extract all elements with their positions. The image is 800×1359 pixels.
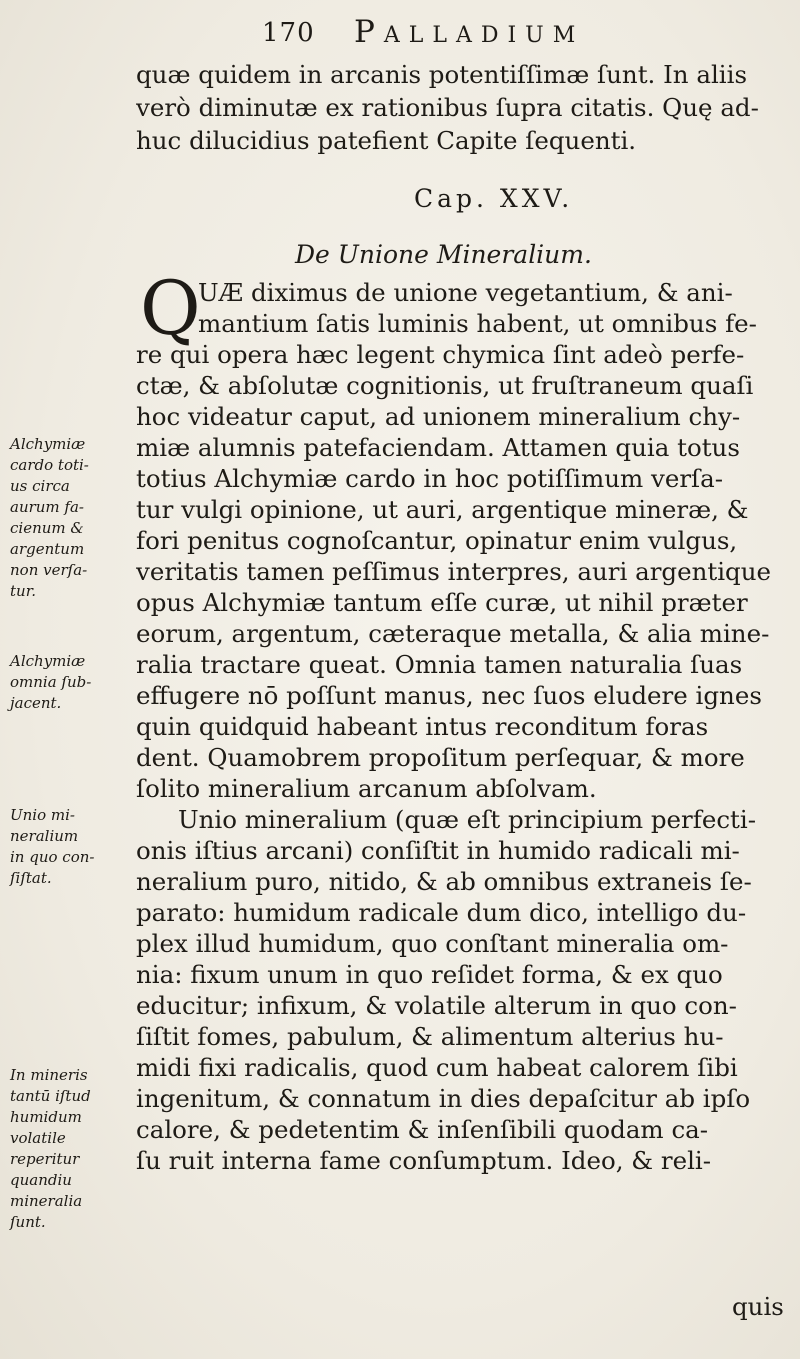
text-line: ſu ruit interna fame conſumptum. Ideo, & reli-	[136, 1146, 712, 1175]
text-line: onis iſtius arcani) conſiſtit in humido radicali mi-	[136, 836, 740, 865]
margin-note	[10, 805, 128, 889]
margin-note	[10, 651, 128, 714]
margin-note-line: In mineris	[10, 1066, 88, 1084]
margin-note-line: omnia ſub-	[10, 673, 92, 691]
margin-note-line: cardo toti-	[10, 456, 89, 474]
text-line: tur vulgi opinione, ut auri, argentique mineræ, &	[136, 495, 749, 524]
margin-note-line: quandiu	[10, 1171, 72, 1189]
text-line: totius Alchymiæ cardo in hoc potiſſimum verſa-	[136, 464, 723, 493]
text-line: Unio mineralium (quæ eſt principium perfecti-	[178, 805, 756, 834]
margin-note-line: cienum &	[10, 519, 84, 537]
text-line: neralium puro, nitido, & ab omnibus extraneis ſe-	[136, 867, 752, 896]
text-line: dent. Quamobrem propoſitum perſequar, & more	[136, 743, 745, 772]
margin-note-line: neralium	[10, 827, 79, 845]
margin-note-line: non verſa-	[10, 561, 88, 579]
margin-note-line: jacent.	[10, 694, 62, 712]
text-line: calore, & pedetentim & inſenſibili quodam ca-	[136, 1115, 709, 1144]
margin-note-line: volatile	[10, 1129, 66, 1147]
margin-note-line: Unio mi-	[10, 806, 75, 824]
text-line: ralia tractare queat. Omnia tamen naturalia ſuas	[136, 650, 743, 679]
margin-note-line: in quo con-	[10, 848, 95, 866]
running-title: Palladium	[354, 14, 585, 50]
text-line: quin quidquid habeant intus reconditum foras	[136, 712, 709, 741]
text-line: parato: humidum radicale dum dico, intelligo du-	[136, 898, 747, 927]
text-line: midi fixi radicalis, quod cum habeat calorem ſibi	[136, 1053, 738, 1082]
margin-note	[10, 1065, 128, 1233]
text-line: educitur; infixum, & volatile alterum in quo con-	[136, 991, 737, 1020]
margin-note-line: ſunt.	[10, 1213, 46, 1231]
text-line: veritatis tamen peſſimus interpres, auri argentique	[136, 557, 772, 586]
text-line: ctæ, & abſolutæ cognitionis, ut fruſtraneum quaſi	[136, 371, 754, 400]
text-line: verò diminutæ ex rationibus ſupra citatis. Quę ad-	[136, 93, 759, 122]
chapter-title: De Unione Mineralium.	[295, 240, 592, 269]
text-line: effugere nō poſſunt manus, nec ſuos eludere ignes	[136, 681, 762, 710]
margin-note-line: ſiſtat.	[10, 869, 52, 887]
text-line: UÆ diximus de unione vegetantium, & ani-	[198, 278, 733, 307]
margin-note	[10, 434, 128, 602]
margin-note-line: tantū iſtud	[10, 1087, 91, 1105]
text-line: opus Alchymiæ tantum eſſe curæ, ut nihil præter	[136, 588, 748, 617]
margin-note-line: us circa	[10, 477, 70, 495]
text-line: eorum, argentum, cæteraque metalla, & alia mine-	[136, 619, 770, 648]
margin-note-line: mineralia	[10, 1192, 83, 1210]
text-line: ſolito mineralium arcanum abſolvam.	[136, 774, 597, 803]
margin-note-line: humidum	[10, 1108, 82, 1126]
margin-note-line: aurum fa-	[10, 498, 84, 516]
margin-note-line: Alchymiæ	[10, 435, 86, 453]
page-header	[262, 14, 732, 54]
page-number: 170	[262, 18, 315, 48]
text-line: fori penitus cognoſcantur, opinatur enim vulgus,	[136, 526, 738, 555]
text-line: huc dilucidius patefient Capite ſequenti.	[136, 126, 637, 155]
text-line: mantium ſatis luminis habent, ut omnibus fe-	[198, 309, 757, 338]
catchword: quis	[732, 1292, 784, 1321]
drop-cap: Q	[140, 266, 201, 352]
text-line: hoc videatur caput, ad unionem mineralium chy-	[136, 402, 741, 431]
text-line: re qui opera hæc legent chymica ſint adeò perfe-	[136, 340, 745, 369]
text-line: miæ alumnis patefaciendam. Attamen quia totus	[136, 433, 740, 462]
text-line: nia: fixum unum in quo reſidet forma, & ex quo	[136, 960, 723, 989]
margin-note-line: reperitur	[10, 1150, 80, 1168]
text-line: ingenitum, & connatum in dies depaſcitur ab ipſo	[136, 1084, 751, 1113]
text-line: plex illud humidum, quo conſtant mineralia om-	[136, 929, 729, 958]
margin-note-line: tur.	[10, 582, 36, 600]
margin-note-line: argentum	[10, 540, 85, 558]
text-line: quæ quidem in arcanis potentiſſimæ ſunt. In aliis	[136, 60, 748, 89]
margin-note-line: Alchymiæ	[10, 652, 86, 670]
chapter-heading: Cap. XXV.	[414, 184, 574, 213]
text-line: ſiſtit fomes, pabulum, & alimentum alterius hu-	[136, 1022, 724, 1051]
